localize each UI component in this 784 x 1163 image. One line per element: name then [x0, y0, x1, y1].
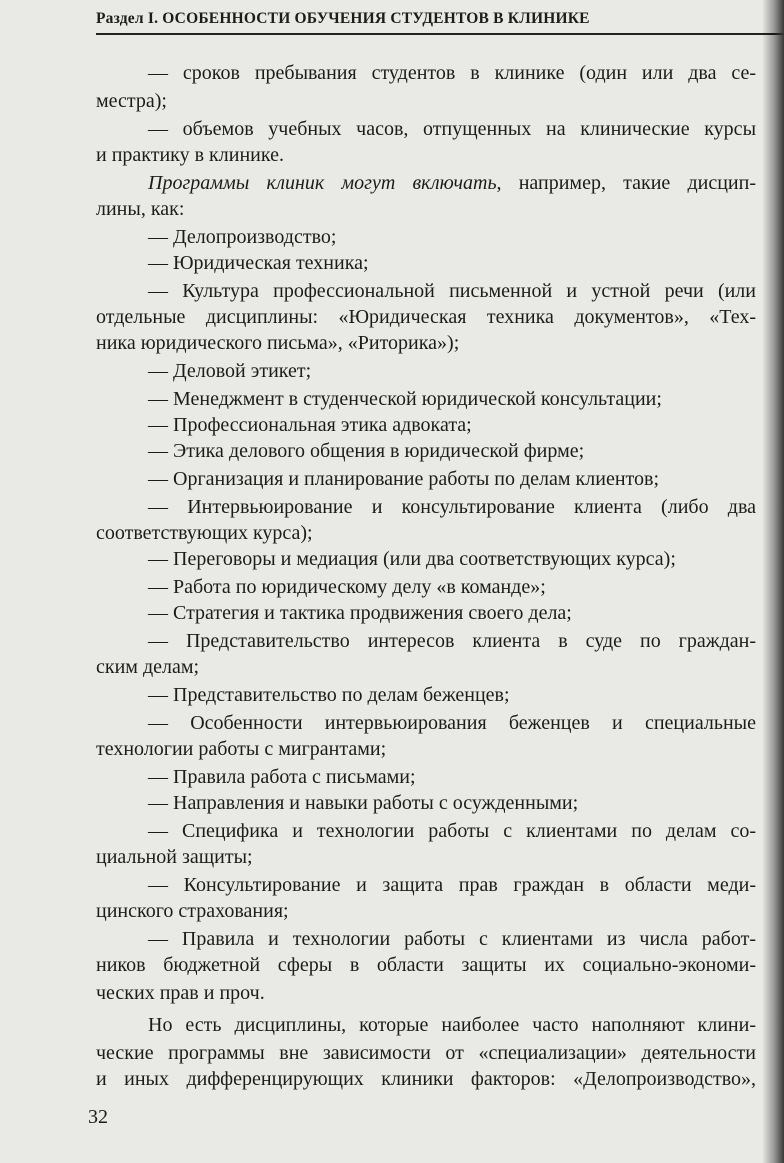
list-item: — Культура профессиональной письменной и устной речи (или: [148, 280, 756, 302]
text-line: отдельные дисциплины: «Юридическая техника документов», «Тех-: [96, 306, 756, 328]
text-line: технологии работы с мигрантами;: [96, 738, 387, 760]
emphasis-text: Программы клиник могут включать: [148, 172, 497, 194]
text-line: ческие программы вне зависимости от «специализации» деятельности: [96, 1042, 756, 1064]
text-line: цинского страхования;: [96, 900, 289, 922]
list-item: — Интервьюирование и консультирование клиента (либо два: [148, 496, 756, 518]
text-run: , например, такие дисцип-: [496, 172, 756, 194]
list-item: — Профессиональная этика адвоката;: [148, 414, 472, 436]
list-item: — Стратегия и тактика продвижения своего дела;: [148, 602, 572, 624]
text-line: и практику в клинике.: [96, 144, 284, 166]
list-item: — Юридическая техника;: [148, 252, 369, 274]
list-item: — Консультирование и защита прав граждан в области меди-: [148, 874, 756, 896]
text-line: лины, как:: [96, 198, 185, 220]
text-line: ника юридического письма», «Риторика»);: [96, 332, 460, 354]
list-item: — Представительство по делам беженцев;: [148, 684, 510, 706]
text-line: циальной защиты;: [96, 846, 253, 868]
text-line: — сроков пребывания студентов в клинике (один или два се-: [148, 62, 756, 84]
list-item: — Этика делового общения в юридической фирме;: [148, 440, 585, 462]
list-item: — Менеджмент в студенческой юридической консультации;: [148, 388, 662, 410]
list-item: — Работа по юридическому делу «в команде»;: [148, 576, 546, 598]
text-line: ским делам;: [96, 656, 200, 678]
list-item: — Организация и планирование работы по делам клиентов;: [148, 468, 660, 490]
text-line: соответствующих курса);: [96, 522, 313, 544]
page-number: 32: [88, 1106, 108, 1128]
text-line: местра);: [96, 90, 167, 112]
text-line: ников бюджетной сферы в области защиты их социально-экономи-: [96, 954, 756, 976]
text-line: ческих прав и проч.: [96, 982, 265, 1004]
text-line: [148, 170, 756, 196]
list-item: — Правила работа с письмами;: [148, 766, 416, 788]
list-item: — Направления и навыки работы с осужденными;: [148, 792, 579, 814]
list-item: — Представительство интересов клиента в суде по граждан-: [148, 630, 756, 652]
paragraph-line: Но есть дисциплины, которые наиболее часто наполняют клини-: [148, 1014, 756, 1036]
list-item: — Специфика и технологии работы с клиентами по делам со-: [148, 820, 756, 842]
text-line: и иных дифференцирующих клиники факторов: «Делопроизводство»,: [96, 1068, 756, 1090]
list-item: — Деловой этикет;: [148, 360, 312, 382]
list-item: — Правила и технологии работы с клиентами из числа работ-: [148, 928, 756, 950]
page-edge-shadow: [762, 0, 784, 1163]
header-rule: [96, 33, 784, 35]
running-head: Раздел I. ОСОБЕННОСТИ ОБУЧЕНИЯ СТУДЕНТОВ В КЛИНИКЕ: [96, 10, 590, 27]
text-line: — объемов учебных часов, отпущенных на клинические курсы: [148, 118, 756, 140]
list-item: — Переговоры и медиация (или два соответствующих курса);: [148, 548, 676, 570]
list-item: — Делопроизводство;: [148, 226, 337, 248]
list-item: — Особенности интервьюирования беженцев и специальные: [148, 712, 756, 734]
